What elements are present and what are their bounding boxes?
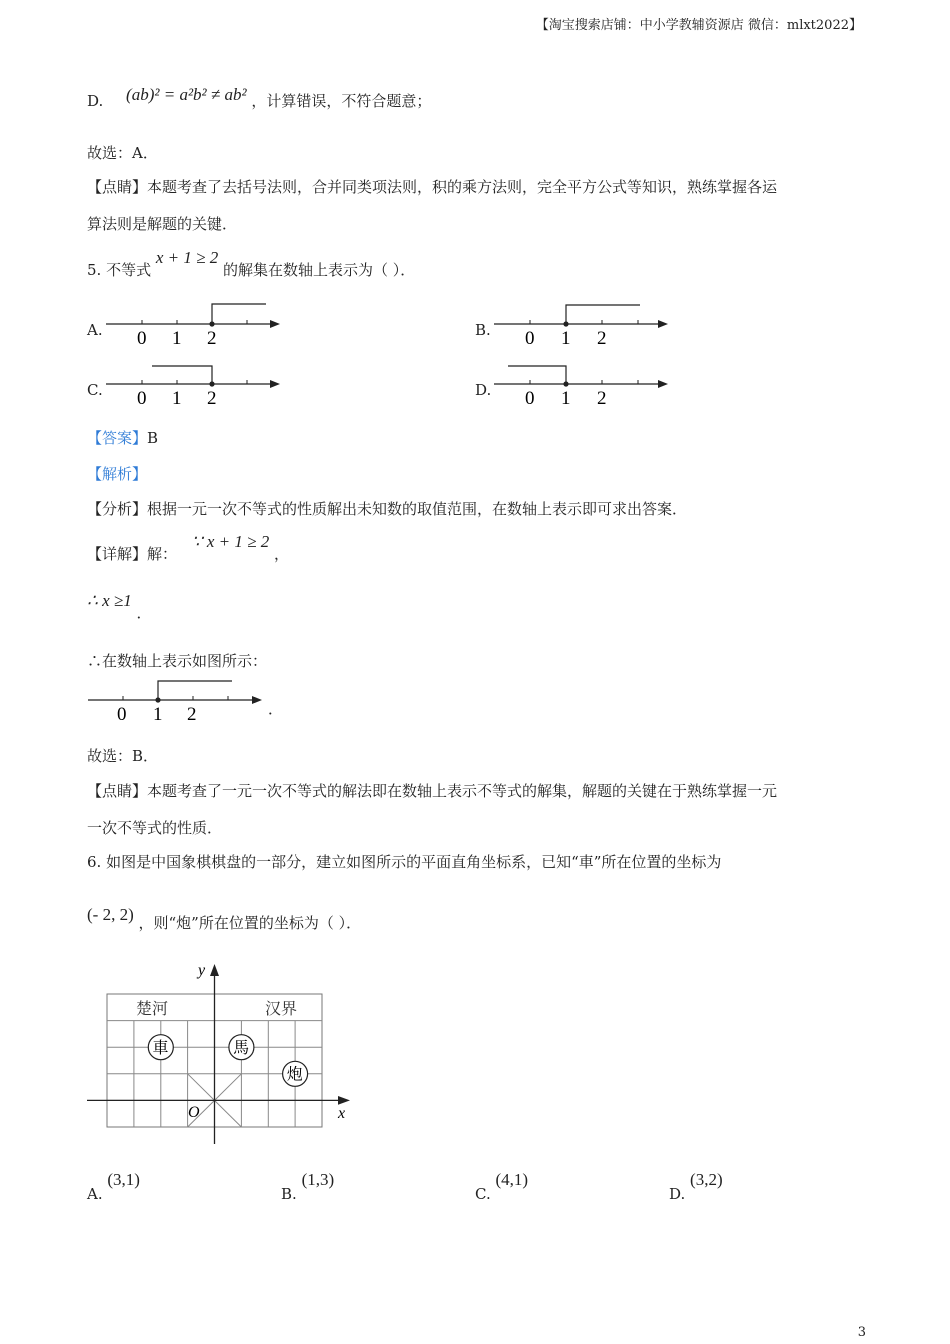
- q6-stem-line2: [87, 905, 362, 934]
- q6-option-a: [87, 1170, 140, 1203]
- tick-1: 1: [153, 704, 163, 725]
- figure-period: ．: [268, 700, 284, 718]
- q5-option-b-label: B.: [475, 321, 491, 339]
- q5-option-d-number-line: [492, 358, 672, 410]
- q6-option-d: [669, 1170, 723, 1203]
- tick-2: 2: [597, 328, 607, 349]
- tick-1: 1: [172, 328, 182, 349]
- q6-option-b: [281, 1170, 335, 1203]
- analysis-tag: 【解析】: [87, 465, 148, 483]
- q5-stem-formula: x + 1 ≥ 2: [155, 248, 219, 267]
- q4-choice: 故选：A．: [87, 144, 158, 162]
- q5-answer: [87, 427, 158, 449]
- tick-0: 0: [137, 328, 147, 349]
- tick-2: 2: [207, 328, 217, 349]
- answer-tag: 【答案】: [87, 429, 148, 447]
- q5-comment-line1: 【点睛】本题考查了一元一次不等式的解法即在数轴上表示不等式的解集，解题的关键在于熟练掌握一元: [87, 782, 778, 800]
- q5-stem-prefix: 5. 不等式: [87, 261, 152, 279]
- chessboard-figure: [84, 958, 356, 1150]
- q5-comment-line2: 一次不等式的性质．: [87, 819, 223, 837]
- q5-detail-show: ∴在数轴上表示如图所示：: [87, 652, 268, 670]
- river-right-text: 汉界: [265, 1001, 298, 1018]
- q4-option-d-label: D.: [87, 92, 104, 110]
- q4-option-d-formula: (ab)² = a²b² ≠ ab²: [126, 85, 247, 104]
- q6-option-c-value: (4,1): [495, 1170, 529, 1189]
- detail-period: ．: [136, 604, 152, 622]
- q4-comment-line1: 【点睛】本题考查了去括号法则，合并同类项法则，积的乘方法则，完全平方公式等知识，熟练掌握各运: [87, 178, 778, 196]
- detail-prefix: 【详解】解：: [87, 545, 178, 563]
- tick-0: 0: [525, 388, 535, 409]
- q6-stem-coord: (- 2, 2): [87, 905, 134, 924]
- q5-option-c-number-line: [104, 358, 284, 410]
- tick-0: 0: [137, 388, 147, 409]
- q5-option-a-number-line: [104, 298, 284, 350]
- q6-option-c-label: C.: [475, 1185, 491, 1203]
- q6-option-d-label: D.: [669, 1185, 686, 1203]
- tick-2: 2: [207, 388, 217, 409]
- q5-solution-number-line: [86, 674, 266, 726]
- page-number: 3: [857, 1325, 866, 1340]
- tick-1: 1: [561, 388, 571, 409]
- q6-option-b-label: B.: [281, 1185, 297, 1203]
- river-left-text: 楚河: [136, 1001, 169, 1018]
- q5-stem: [87, 248, 416, 281]
- q4-comment-line2: 算法则是解题的关键．: [87, 215, 238, 233]
- axis-y-label: y: [198, 962, 206, 979]
- axis-x-label: x: [338, 1105, 346, 1122]
- piece-chariot: 車: [152, 1040, 169, 1057]
- detail-comma: ，: [274, 545, 290, 563]
- q5-option-a-label: A.: [87, 321, 103, 339]
- piece-cannon: 炮: [286, 1066, 303, 1084]
- tick-1: 1: [561, 328, 571, 349]
- detail-formula-2: ∴ x ≥1: [87, 591, 132, 610]
- tick-2: 2: [187, 704, 197, 725]
- tick-0: 0: [525, 328, 535, 349]
- detail-formula-1: ∵ x + 1 ≥ 2: [191, 532, 270, 551]
- q6-option-a-value: (3,1): [107, 1170, 140, 1189]
- q5-option-c-label: C.: [87, 381, 103, 399]
- q6-stem-text: ，则“炮”所在位置的坐标为（ ）．: [138, 914, 362, 932]
- tick-0: 0: [117, 704, 127, 725]
- q5-detail-line2: [87, 590, 152, 622]
- q5-stem-suffix: 的解集在数轴上表示为（ ）．: [223, 261, 416, 279]
- q5-detail-line1: [87, 532, 290, 565]
- tick-1: 1: [172, 388, 182, 409]
- piece-horse: 馬: [233, 1040, 250, 1057]
- page-header: 【淘宝搜索店铺：中小学教辅资源店 微信：mlxt2022】: [535, 18, 862, 33]
- q6-option-b-value: (1,3): [301, 1170, 335, 1189]
- q5-option-b-number-line: [492, 298, 672, 350]
- q5-option-d-label: D.: [475, 381, 492, 399]
- q6-option-d-value: (3,2): [690, 1170, 723, 1189]
- origin-label: O: [188, 1104, 200, 1121]
- q5-choice: 故选：B．: [87, 747, 159, 765]
- q5-analysis: 【分析】根据一元一次不等式的性质解出未知数的取值范围，在数轴上表示即可求出答案．: [87, 500, 688, 518]
- q6-stem-line1: 6. 如图是中国象棋棋盘的一部分，建立如图所示的平面直角坐标系，已知“車”所在位置的坐标为: [87, 853, 722, 871]
- answer-value: B: [147, 429, 159, 447]
- q6-option-c: [475, 1170, 529, 1203]
- tick-2: 2: [597, 388, 607, 409]
- q4-option-d-text: ，计算错误，不符合题意；: [251, 92, 432, 110]
- q6-option-a-label: A.: [87, 1185, 103, 1203]
- q4-option-d: [87, 85, 432, 112]
